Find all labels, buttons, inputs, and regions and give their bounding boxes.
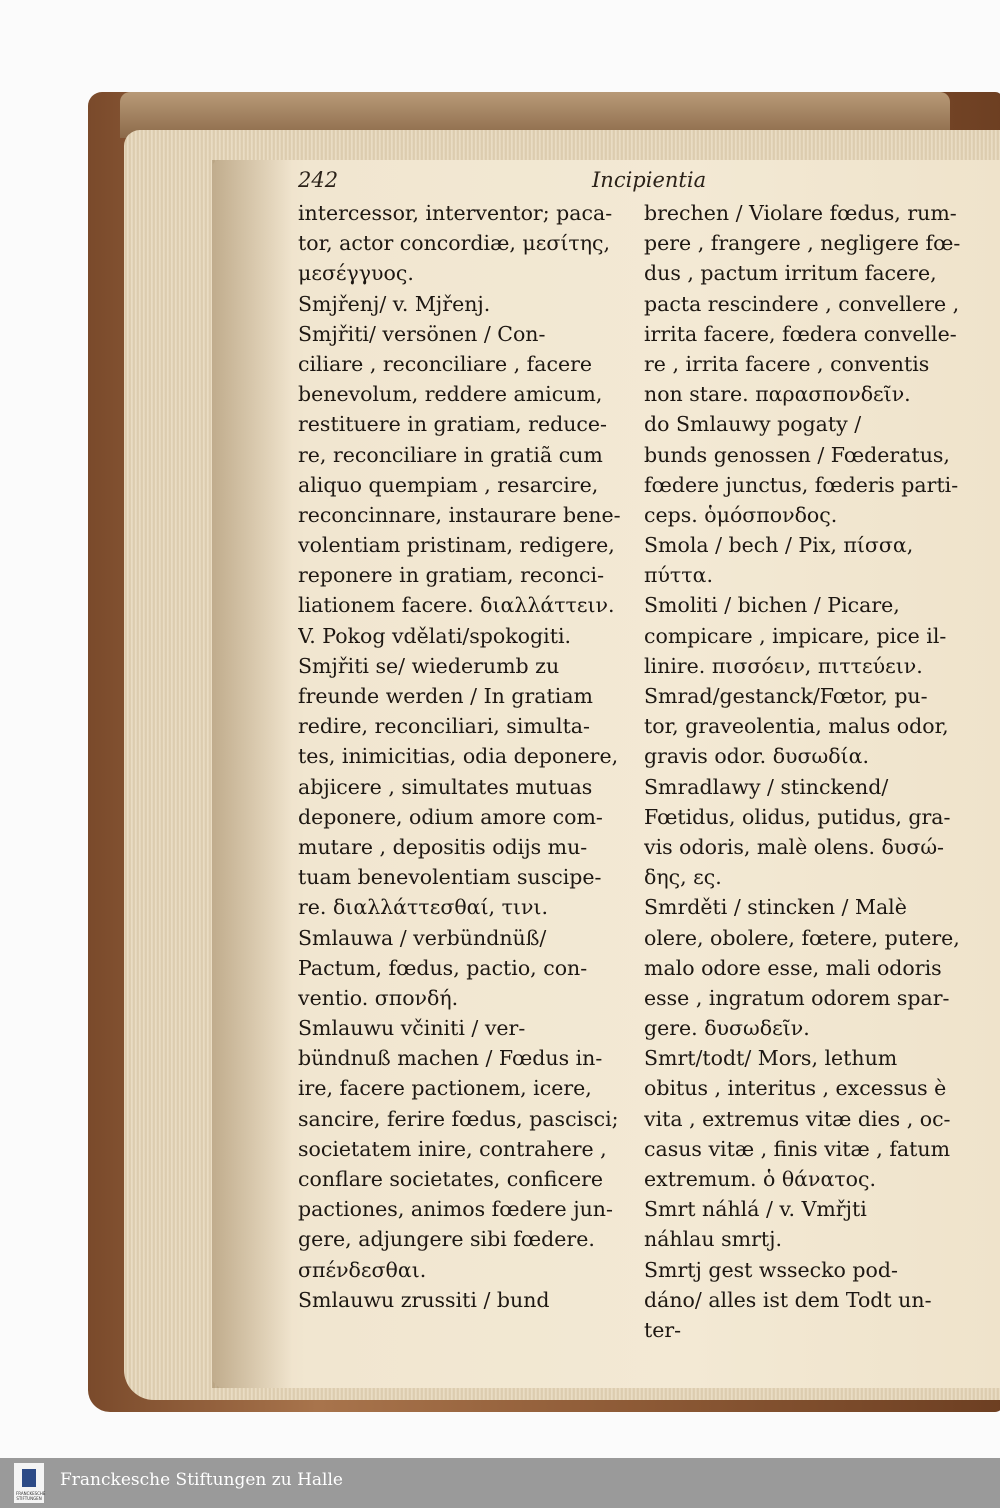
text-line: ter- bbox=[644, 1317, 682, 1342]
text-line: benevolum, reddere amicum, bbox=[298, 382, 603, 407]
text-line: tor, graveolentia, malus odor, bbox=[644, 714, 949, 739]
text-line: esse , ingratum odorem spar- bbox=[644, 985, 950, 1010]
page-gutter-shadow bbox=[212, 160, 292, 1388]
text-line: Smjřenj/ v. Mjřenj. bbox=[298, 291, 491, 316]
left-column bbox=[298, 198, 638, 1315]
text-line: do Smlauwy pogaty / bbox=[644, 412, 862, 437]
text-line: mutare , depositis odijs mu- bbox=[298, 834, 588, 859]
text-line: Smlauwa / verbündnüß/ bbox=[298, 925, 547, 950]
text-line: non stare. παρασπονδεῖν. bbox=[644, 382, 911, 407]
text-line: Smrtj gest wssecko pod- bbox=[644, 1257, 898, 1282]
text-line: olere, obolere, fœtere, putere, bbox=[644, 925, 960, 950]
text-line: Smrděti / stincken / Malè bbox=[644, 895, 907, 920]
running-head: Incipientia bbox=[592, 168, 707, 192]
text-line: liationem facere. διαλλάττειν. bbox=[298, 593, 615, 618]
text-line: dáno/ alles ist dem Todt un- bbox=[644, 1287, 932, 1312]
text-line: Smrad/gestanck/Fœtor, pu- bbox=[644, 684, 928, 708]
text-line: tor, actor concordiæ, μεσίτης, bbox=[298, 231, 610, 256]
text-line: societatem inire, contrahere , bbox=[298, 1136, 607, 1161]
text-line: gere. δυσωδεῖν. bbox=[644, 1016, 810, 1041]
text-line: Pactum, fœdus, pactio, con- bbox=[298, 955, 588, 980]
text-line: dus , pactum irritum facere, bbox=[644, 261, 937, 286]
text-line: σπένδεσθαι. bbox=[298, 1257, 427, 1282]
text-line: linire. πισσόειν, πιττεύειν. bbox=[644, 653, 923, 678]
text-line: bunds genossen / Fœderatus, bbox=[644, 442, 950, 467]
text-line: tes, inimicitias, odia deponere, bbox=[298, 744, 619, 769]
text-line: Smlauwu zrussiti / bund bbox=[298, 1287, 550, 1312]
text-line: freunde werden / In gratiam bbox=[298, 684, 593, 708]
text-line: ceps. ὁμόσπονδος. bbox=[644, 502, 838, 527]
text-line: Smjřiti/ versönen / Con- bbox=[298, 321, 546, 346]
text-line: gravis odor. δυσωδία. bbox=[644, 744, 869, 769]
text-line: Smrt/todt/ Mors, lethum bbox=[644, 1046, 898, 1071]
text-line: bündnuß machen / Fœdus in- bbox=[298, 1046, 603, 1071]
text-line: Fœtidus, olidus, putidus, gra- bbox=[644, 804, 951, 829]
text-line: δης, ες. bbox=[644, 865, 722, 890]
text-line: brechen / Violare fœdus, rum- bbox=[644, 201, 957, 225]
text-line: πύττα. bbox=[644, 563, 713, 588]
text-line: re. διαλλάττεσθαί, τινι. bbox=[298, 895, 548, 920]
text-line: obitus , interitus , excessus è bbox=[644, 1076, 947, 1101]
text-line: Smradlawy / stinckend/ bbox=[644, 774, 889, 799]
page-number: 242 bbox=[298, 168, 339, 192]
text-line: pactiones, animos fœdere jun- bbox=[298, 1197, 613, 1222]
text-line: Smlauwu včiniti / ver- bbox=[298, 1016, 526, 1041]
text-line: irrita facere, fœdera convelle- bbox=[644, 321, 957, 346]
text-line: Smola / bech / Pix, πίσσα, bbox=[644, 533, 914, 558]
text-line: pacta rescindere , convellere , bbox=[644, 291, 960, 316]
text-line: volentiam pristinam, redigere, bbox=[298, 533, 615, 558]
right-column bbox=[644, 198, 992, 1345]
institution-name[interactable]: Franckesche Stiftungen zu Halle bbox=[60, 1470, 343, 1490]
text-line: malo odore esse, mali odoris bbox=[644, 955, 942, 980]
text-line: gere, adjungere sibi fœdere. bbox=[298, 1227, 595, 1252]
logo-text: FRANCKESCHE STIFTUNGEN bbox=[16, 1491, 46, 1501]
institution-logo[interactable] bbox=[14, 1463, 44, 1503]
text-line: re , irrita facere , conventis bbox=[644, 351, 930, 376]
text-line: ventio. σπονδή. bbox=[298, 985, 459, 1010]
text-line: redire, reconciliari, simulta- bbox=[298, 714, 590, 739]
text-line: reponere in gratiam, reconci- bbox=[298, 563, 605, 588]
text-line: abjicere , simultates mutuas bbox=[298, 774, 593, 799]
text-line: ciliare , reconciliare , facere bbox=[298, 351, 593, 376]
text-line: Smrt náhlá / v. Vmřjti bbox=[644, 1197, 867, 1222]
logo-emblem-icon bbox=[22, 1469, 36, 1487]
text-line: pere , frangere , negligere fœ- bbox=[644, 231, 961, 256]
text-line: deponere, odium amore com- bbox=[298, 804, 603, 829]
text-line: compicare , impicare, pice il- bbox=[644, 623, 947, 648]
text-line: μεσέγγυος. bbox=[298, 261, 414, 286]
text-line: ire, facere pactionem, icere, bbox=[298, 1076, 592, 1101]
text-line: restituere in gratiam, reduce- bbox=[298, 412, 607, 437]
text-line: intercessor, interventor; paca- bbox=[298, 201, 613, 225]
text-line: tuam benevolentiam suscipe- bbox=[298, 865, 602, 890]
text-line: extremum. ὁ θάνατος. bbox=[644, 1167, 877, 1191]
text-line: re, reconciliare in gratiã cum bbox=[298, 442, 603, 467]
text-line: reconcinnare, instaurare bene- bbox=[298, 502, 621, 527]
text-line: sancire, ferire fœdus, pascisci; bbox=[298, 1106, 619, 1131]
text-line: V. Pokog vdělati/spokogiti. bbox=[298, 623, 572, 648]
text-line: aliquo quempiam , resarcire, bbox=[298, 472, 599, 497]
text-line: conflare societates, conficere bbox=[298, 1167, 604, 1191]
text-line: fœdere junctus, fœderis parti- bbox=[644, 472, 959, 497]
text-line: Smjřiti se/ wiederumb zu bbox=[298, 653, 560, 678]
text-line: vita , extremus vitæ dies , oc- bbox=[644, 1106, 951, 1131]
text-line: náhlau smrtj. bbox=[644, 1227, 782, 1252]
text-line: Smoliti / bichen / Picare, bbox=[644, 593, 900, 618]
text-line: vis odoris, malè olens. δυσώ- bbox=[644, 834, 944, 859]
text-line: casus vitæ , finis vitæ , fatum bbox=[644, 1136, 951, 1161]
